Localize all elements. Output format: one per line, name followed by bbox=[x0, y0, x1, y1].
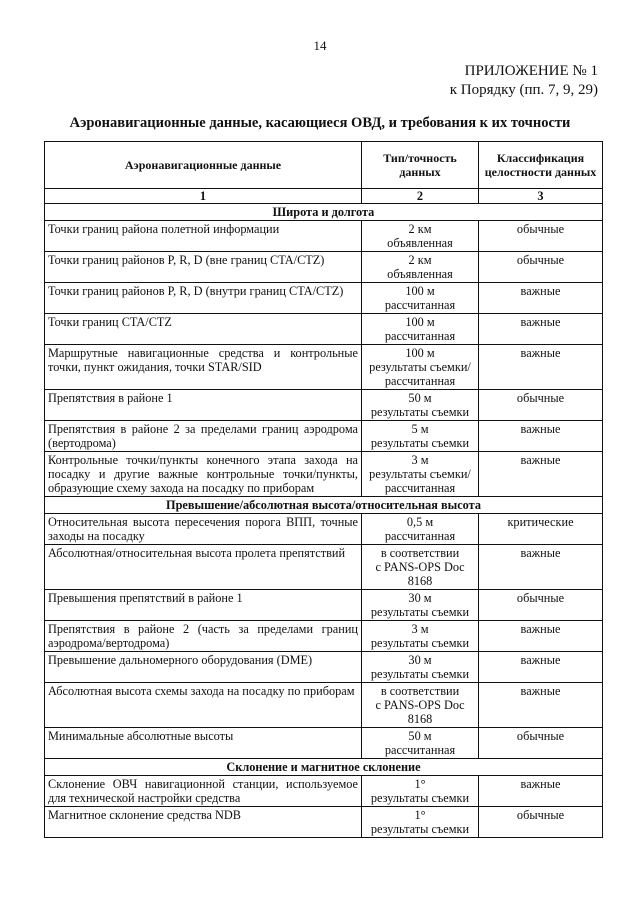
table-row bbox=[45, 728, 603, 759]
table-row bbox=[45, 652, 603, 683]
accuracy-cell bbox=[362, 514, 479, 545]
document-title: Аэронавигационные данные, касающиеся ОВД, и требования к их точности bbox=[69, 115, 571, 131]
accuracy-type: объявленная bbox=[387, 236, 453, 250]
header-accuracy: Тип/точность данных bbox=[362, 142, 479, 189]
accuracy-type: с PANS-OPS Doc 8168 bbox=[375, 698, 465, 726]
data-item-cell: Склонение ОВЧ навигационной станции, используемое для технической настройки средства bbox=[45, 776, 362, 807]
accuracy-requirements-table bbox=[44, 141, 603, 838]
section-header-row bbox=[45, 204, 603, 221]
table-row bbox=[45, 390, 603, 421]
table-row bbox=[45, 252, 603, 283]
section-header-row bbox=[45, 497, 603, 514]
data-item-cell: Минимальные абсолютные высоты bbox=[45, 728, 362, 759]
accuracy-cell bbox=[362, 421, 479, 452]
accuracy-value: 2 км bbox=[408, 253, 432, 267]
accuracy-value: 50 м bbox=[408, 729, 432, 743]
integrity-cell: обычные bbox=[479, 590, 603, 621]
accuracy-cell bbox=[362, 390, 479, 421]
accuracy-value: 1° bbox=[414, 808, 426, 822]
accuracy-type: результаты съемки bbox=[370, 405, 470, 419]
table-row bbox=[45, 590, 603, 621]
data-item-cell: Превышения препятствий в районе 1 bbox=[45, 590, 362, 621]
data-item-cell: Превышение дальномерного оборудования (DME) bbox=[45, 652, 362, 683]
table-row bbox=[45, 807, 603, 838]
accuracy-type: результаты съемки/ рассчитанная bbox=[369, 467, 471, 495]
accuracy-value: 3 м bbox=[411, 453, 429, 467]
integrity-cell: обычные bbox=[479, 252, 603, 283]
data-item-cell: Магнитное склонение средства NDB bbox=[45, 807, 362, 838]
integrity-cell: обычные bbox=[479, 728, 603, 759]
table-body bbox=[45, 204, 603, 838]
accuracy-value: 1° bbox=[414, 777, 426, 791]
accuracy-value: в соответствии bbox=[380, 546, 460, 560]
table-row bbox=[45, 776, 603, 807]
accuracy-value: 100 м bbox=[405, 346, 435, 360]
accuracy-type: результаты съемки bbox=[370, 436, 470, 450]
integrity-cell: обычные bbox=[479, 390, 603, 421]
appendix-header bbox=[450, 62, 598, 100]
data-item-cell: Точки границ районов P, R, D (внутри границ CTA/CTZ) bbox=[45, 283, 362, 314]
data-item-cell: Препятствия в районе 2 (часть за пределами границ аэродрома/вертодрома) bbox=[45, 621, 362, 652]
accuracy-cell bbox=[362, 314, 479, 345]
table-row bbox=[45, 421, 603, 452]
column-number: 3 bbox=[479, 189, 603, 204]
accuracy-value: 30 м bbox=[408, 653, 432, 667]
data-item-cell: Маршрутные навигационные средства и контрольные точки, пункт ожидания, точки STAR/SID bbox=[45, 345, 362, 390]
accuracy-value: 2 км bbox=[408, 222, 432, 236]
table-row bbox=[45, 514, 603, 545]
accuracy-value: 100 м bbox=[405, 315, 435, 329]
data-item-cell: Точки границ района полетной информации bbox=[45, 221, 362, 252]
data-item-cell: Абсолютная/относительная высота пролета препятствий bbox=[45, 545, 362, 590]
accuracy-cell bbox=[362, 728, 479, 759]
accuracy-type: результаты съемки bbox=[370, 605, 470, 619]
accuracy-cell bbox=[362, 683, 479, 728]
table-row bbox=[45, 345, 603, 390]
accuracy-cell bbox=[362, 652, 479, 683]
accuracy-type: результаты съемки bbox=[370, 667, 470, 681]
data-item-cell: Относительная высота пересечения порога ВПП, точные заходы на посадку bbox=[45, 514, 362, 545]
data-item-cell: Точки границ районов P, R, D (вне границ CTA/CTZ) bbox=[45, 252, 362, 283]
accuracy-cell bbox=[362, 807, 479, 838]
integrity-cell: важные bbox=[479, 283, 603, 314]
accuracy-value: 5 м bbox=[411, 422, 429, 436]
integrity-cell: важные bbox=[479, 452, 603, 497]
data-item-cell: Препятствия в районе 1 bbox=[45, 390, 362, 421]
integrity-cell: обычные bbox=[479, 221, 603, 252]
accuracy-type: рассчитанная bbox=[384, 298, 456, 312]
accuracy-value: в соответствии bbox=[380, 684, 460, 698]
accuracy-cell bbox=[362, 545, 479, 590]
page-number: 14 bbox=[313, 38, 327, 53]
accuracy-type: результаты съемки bbox=[370, 791, 470, 805]
integrity-cell: важные bbox=[479, 683, 603, 728]
accuracy-value: 50 м bbox=[408, 391, 432, 405]
integrity-cell: важные bbox=[479, 345, 603, 390]
accuracy-cell bbox=[362, 452, 479, 497]
accuracy-type: рассчитанная bbox=[384, 329, 456, 343]
accuracy-type: с PANS-OPS Doc 8168 bbox=[375, 560, 465, 588]
integrity-cell: важные bbox=[479, 776, 603, 807]
integrity-cell: важные bbox=[479, 314, 603, 345]
accuracy-type: результаты съемки bbox=[370, 822, 470, 836]
integrity-cell: важные bbox=[479, 545, 603, 590]
integrity-cell: важные bbox=[479, 652, 603, 683]
accuracy-cell bbox=[362, 283, 479, 314]
table-row bbox=[45, 452, 603, 497]
integrity-cell: критические bbox=[479, 514, 603, 545]
appendix-line-1: ПРИЛОЖЕНИЕ № 1 bbox=[464, 63, 598, 79]
accuracy-value: 0,5 м bbox=[406, 515, 434, 529]
accuracy-cell bbox=[362, 252, 479, 283]
table-row bbox=[45, 283, 603, 314]
accuracy-type: рассчитанная bbox=[384, 529, 456, 543]
accuracy-type: результаты съемки/ рассчитанная bbox=[369, 360, 471, 388]
table-row bbox=[45, 683, 603, 728]
table-row bbox=[45, 545, 603, 590]
accuracy-cell bbox=[362, 590, 479, 621]
accuracy-cell bbox=[362, 345, 479, 390]
accuracy-value: 100 м bbox=[405, 284, 435, 298]
accuracy-cell bbox=[362, 221, 479, 252]
section-header-row bbox=[45, 759, 603, 776]
section-title: Склонение и магнитное склонение bbox=[45, 759, 603, 776]
table-row bbox=[45, 221, 603, 252]
accuracy-cell bbox=[362, 776, 479, 807]
table-row bbox=[45, 621, 603, 652]
column-number: 1 bbox=[45, 189, 362, 204]
header-data: Аэронавигационные данные bbox=[45, 142, 362, 189]
column-number: 2 bbox=[362, 189, 479, 204]
accuracy-type: рассчитанная bbox=[384, 743, 456, 757]
table-row bbox=[45, 314, 603, 345]
accuracy-value: 3 м bbox=[411, 622, 429, 636]
section-title: Широта и долгота bbox=[45, 204, 603, 221]
accuracy-value: 30 м bbox=[408, 591, 432, 605]
integrity-cell: важные bbox=[479, 621, 603, 652]
integrity-cell: важные bbox=[479, 421, 603, 452]
section-title: Превышение/абсолютная высота/относительная высота bbox=[45, 497, 603, 514]
accuracy-type: объявленная bbox=[387, 267, 453, 281]
data-item-cell: Препятствия в районе 2 за пределами границ аэродрома (вертодрома) bbox=[45, 421, 362, 452]
accuracy-cell bbox=[362, 621, 479, 652]
data-item-cell: Контрольные точки/пункты конечного этапа захода на посадку и другие важные контрольные точки/пункты, образующие схему захода на посадку по приборам bbox=[45, 452, 362, 497]
accuracy-type: результаты съемки bbox=[370, 636, 470, 650]
appendix-line-2: к Порядку (пп. 7, 9, 29) bbox=[449, 82, 598, 98]
header-integrity: Классификация целостности данных bbox=[479, 142, 603, 189]
integrity-cell: обычные bbox=[479, 807, 603, 838]
data-item-cell: Абсолютная высота схемы захода на посадку по приборам bbox=[45, 683, 362, 728]
data-item-cell: Точки границ CTA/CTZ bbox=[45, 314, 362, 345]
